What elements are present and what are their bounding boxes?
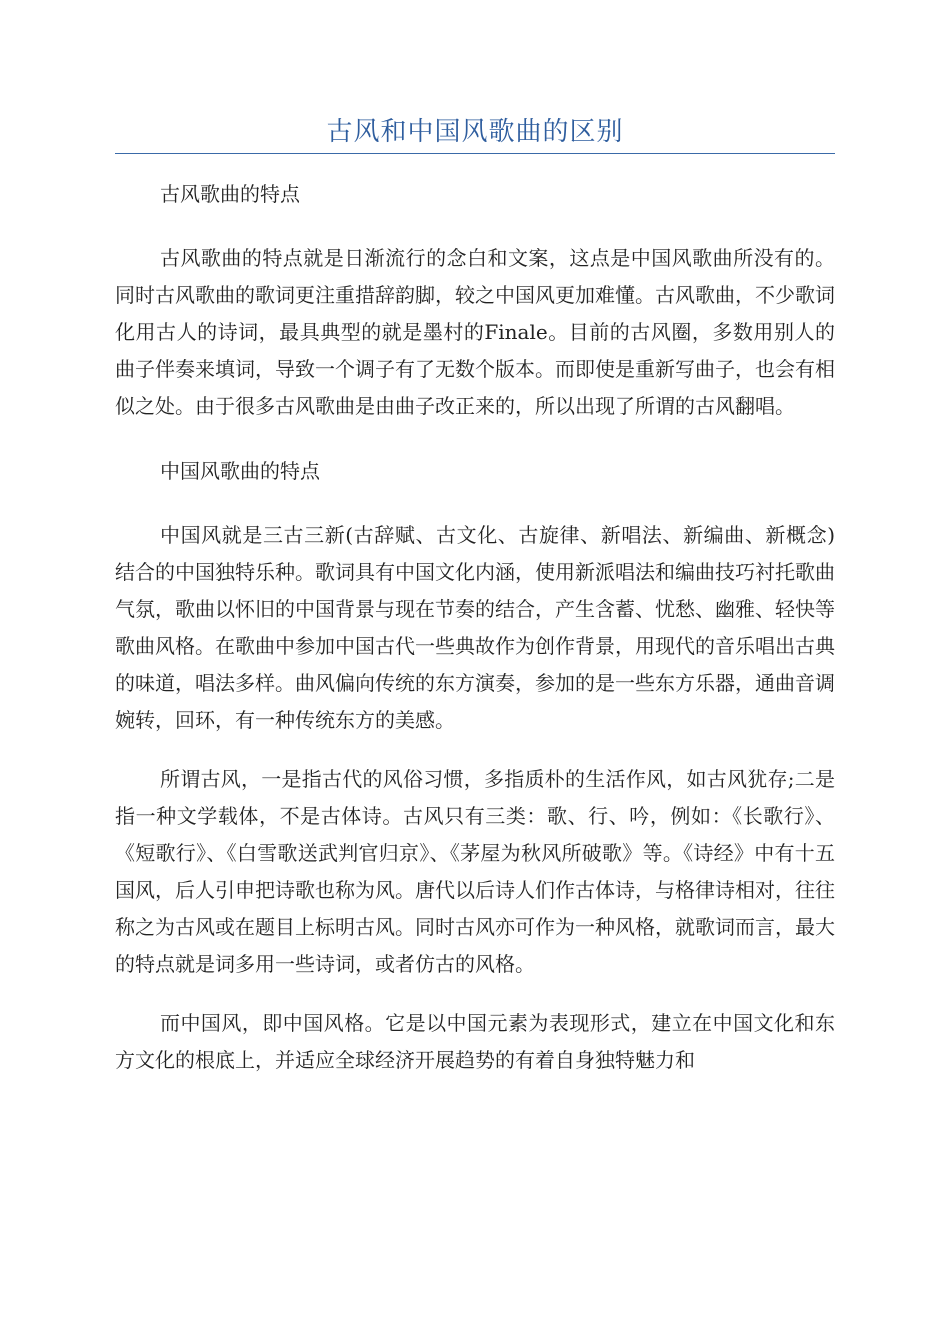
- section-heading-zhongguofeng: 中国风歌曲的特点: [160, 459, 320, 483]
- title-underline: [115, 153, 835, 154]
- paragraph-zhongguofeng-features: 中国风就是三古三新(古辞赋、古文化、古旋律、新唱法、新编曲、新概念)结合的中国独特乐种。歌词具有中国文化内涵，使用新派唱法和编曲技巧衬托歌曲气氛，歌曲以怀旧的中国背景与现在节奏的结合，产生含蓄、忧愁、幽雅、轻快等歌曲风格。在歌曲中参加中国古代一些典故作为创作背景，用现代的音乐唱出古典的味道，唱法多样。曲风偏向传统的东方演奏，参加的是一些东方乐器，通曲音调婉转，回环，有一种传统东方的美感。: [115, 523, 835, 732]
- paragraph-gufeng-definition: 所谓古风，一是指古代的风俗习惯，多指质朴的生活作风，如古风犹存;二是指一种文学载体，不是古体诗。古风只有三类：歌、行、吟，例如：《长歌行》、《短歌行》、《白雪歌送武判官归京》、《茅屋为秋风所破歌》等。《诗经》中有十五国风，后人引申把诗歌也称为风。唐代以后诗人们作古体诗，与格律诗相对，往往称之为古风或在题目上标明古风。同时古风亦可作为一种风格，就歌词而言，最大的特点就是词多用一些诗词，或者仿古的风格。: [115, 767, 835, 976]
- section-heading-gufeng: 古风歌曲的特点: [160, 182, 300, 206]
- document-body: [115, 170, 835, 1101]
- document-title: 古风和中国风歌曲的区别: [326, 117, 624, 147]
- paragraph-zhongguofeng-definition: 而中国风，即中国风格。它是以中国元素为表现形式，建立在中国文化和东方文化的根底上，并适应全球经济开展趋势的有着自身独特魅力和: [115, 1011, 835, 1072]
- paragraph-gufeng-features: 古风歌曲的特点就是日渐流行的念白和文案，这点是中国风歌曲所没有的。同时古风歌曲的歌词更注重措辞韵脚，较之中国风更加难懂。古风歌曲，不少歌词化用古人的诗词，最具典型的就是墨村的Finale。目前的古风圈，多数用别人的曲子伴奏来填词，导致一个调子有了无数个版本。而即使是重新写曲子，也会有相似之处。由于很多古风歌曲是由曲子改正来的，所以出现了所谓的古风翻唱。: [115, 246, 835, 418]
